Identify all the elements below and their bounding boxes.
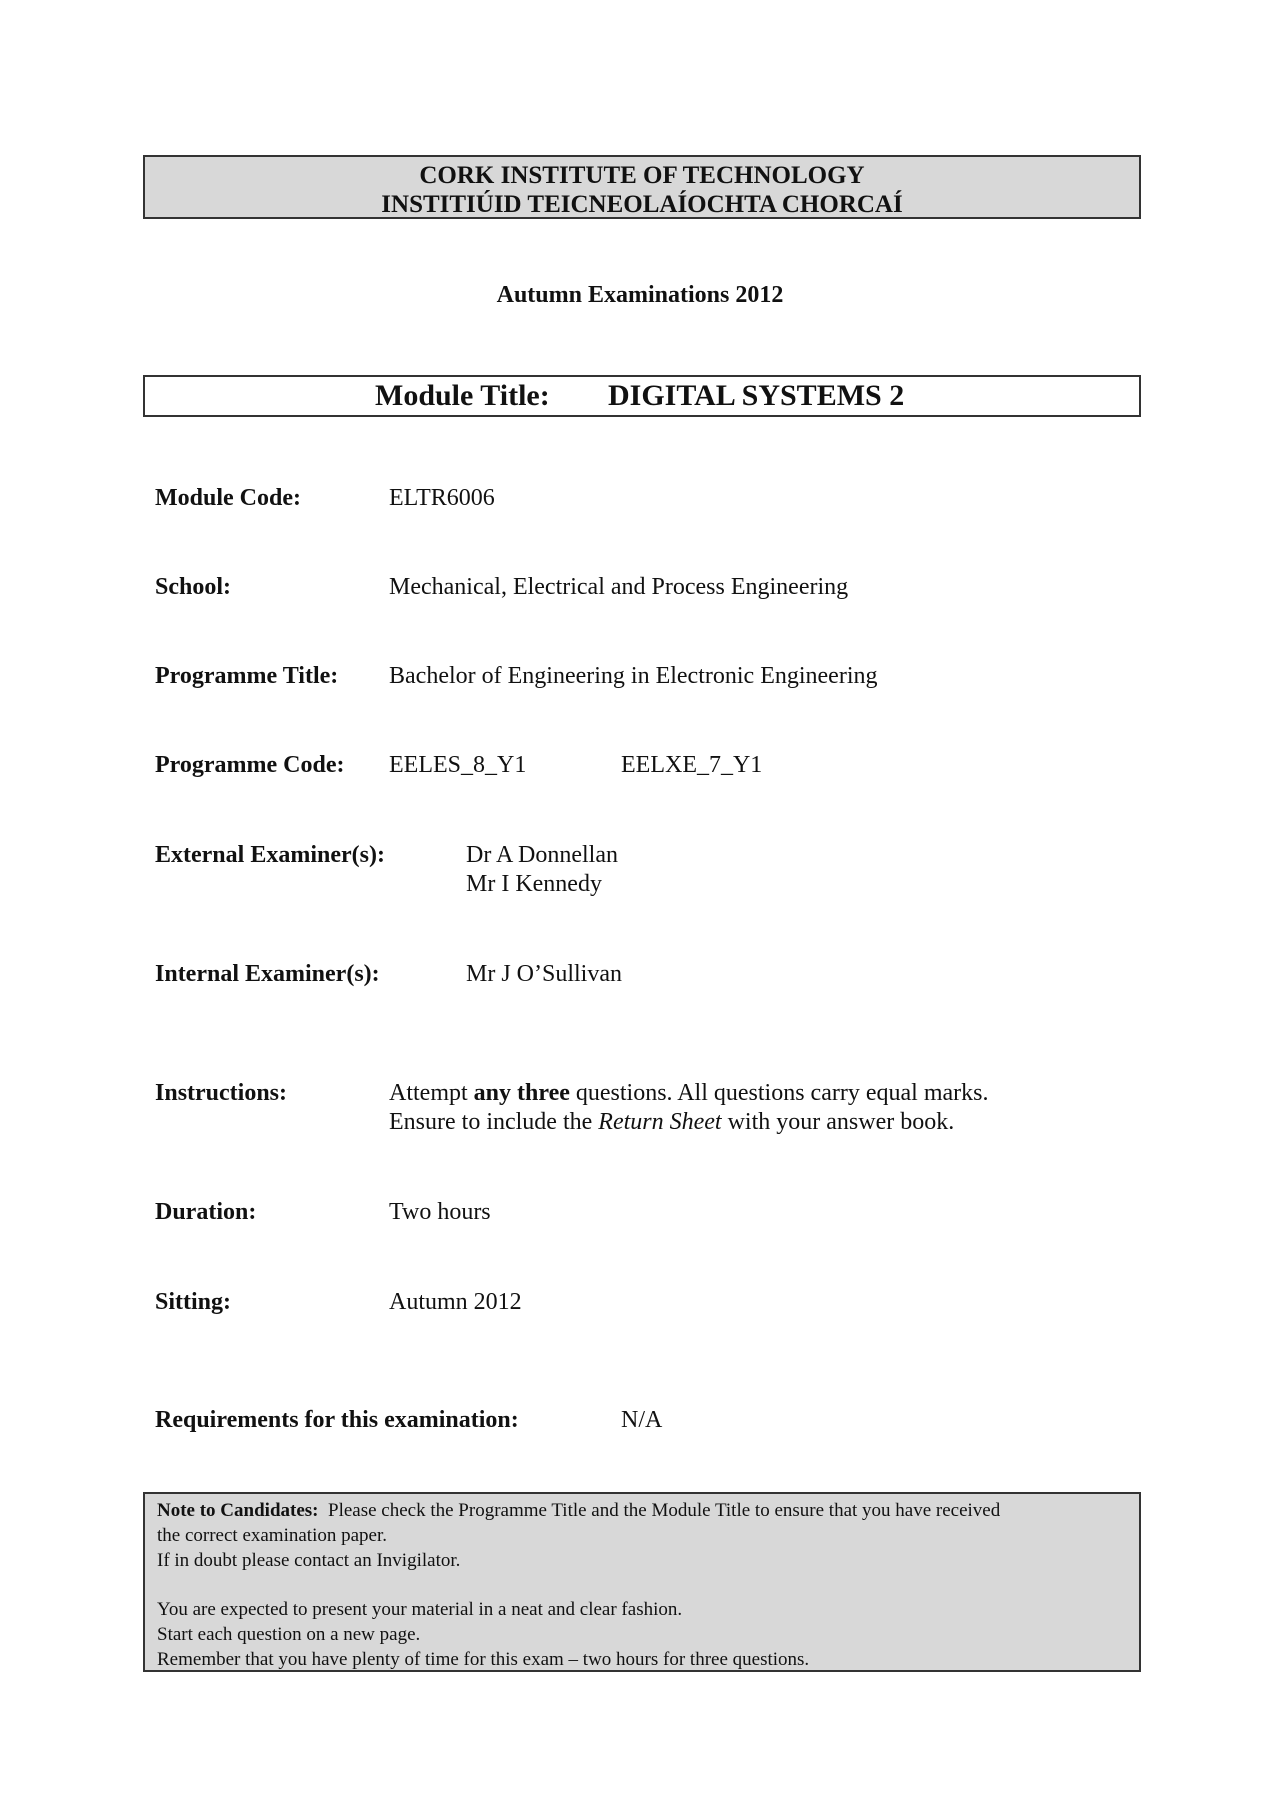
requirements-label: Requirements for this examination:: [155, 1407, 519, 1433]
module-code-label: Module Code:: [155, 485, 301, 511]
external-examiners-label: External Examiner(s):: [155, 842, 385, 868]
instructions-text: questions. All questions carry equal marks.: [569, 1080, 989, 1106]
sitting-value: Autumn 2012: [389, 1289, 522, 1315]
module-code-value: ELTR6006: [389, 485, 495, 511]
instructions-emphasis: Return Sheet: [598, 1109, 722, 1135]
institute-name-english: CORK INSTITUTE OF TECHNOLOGY: [419, 162, 865, 189]
programme-code-value-1: EELES_8_Y1: [389, 752, 527, 778]
notes-text: Please check the Programme Title and the Module Title to ensure that you have received: [328, 1500, 1001, 1521]
programme-title-label: Programme Title:: [155, 663, 339, 689]
institute-name-irish: INSTITIÚID TEICNEOLAÍOCHTA CHORCAÍ: [381, 191, 903, 218]
duration-label: Duration:: [155, 1199, 257, 1225]
external-examiner-name: Dr A Donnellan: [466, 842, 618, 868]
instructions-line-1: [389, 1079, 988, 1108]
notes-spacer: [157, 1573, 1127, 1597]
instructions-text: with your answer book.: [721, 1109, 955, 1135]
notes-line-3: If in doubt please contact an Invigilator.: [157, 1550, 461, 1571]
notes-line-6: Remember that you have plenty of time for this exam – two hours for three questions.: [157, 1649, 810, 1670]
requirements-value: N/A: [621, 1407, 663, 1433]
instructions-text: Ensure to include the: [389, 1109, 599, 1135]
instructions-line-2: [389, 1108, 954, 1137]
notes-label: Note to Candidates:: [157, 1500, 319, 1521]
institute-header: [143, 155, 1141, 219]
exam-session-title: Autumn Examinations 2012: [496, 282, 784, 308]
programme-code-label: Programme Code:: [155, 752, 345, 778]
module-title-label: Module Title:: [375, 379, 550, 412]
notes-line-4: You are expected to present your material in a neat and clear fashion.: [157, 1599, 683, 1620]
school-label: School:: [155, 574, 232, 600]
instructions-text: Attempt: [389, 1080, 474, 1106]
module-title-value: DIGITAL SYSTEMS 2: [608, 379, 905, 412]
notes-line-1: [157, 1498, 1127, 1523]
school-value: Mechanical, Electrical and Process Engineering: [389, 574, 849, 600]
duration-value: Two hours: [389, 1199, 491, 1225]
external-examiner-name: Mr I Kennedy: [466, 871, 602, 897]
instructions-label: Instructions:: [155, 1080, 288, 1106]
internal-examiner-name: Mr J O’Sullivan: [466, 961, 622, 987]
notes-line-5: Start each question on a new page.: [157, 1624, 421, 1645]
instructions-emphasis: any three: [473, 1080, 570, 1106]
programme-title-value: Bachelor of Engineering in Electronic Engineering: [389, 663, 878, 689]
internal-examiners-label: Internal Examiner(s):: [155, 961, 380, 987]
programme-code-value-2: EELXE_7_Y1: [621, 752, 763, 778]
module-title-box: [143, 375, 1141, 417]
notes-line-2: the correct examination paper.: [157, 1525, 388, 1546]
note-to-candidates-box: [143, 1492, 1141, 1672]
sitting-label: Sitting:: [155, 1289, 232, 1315]
